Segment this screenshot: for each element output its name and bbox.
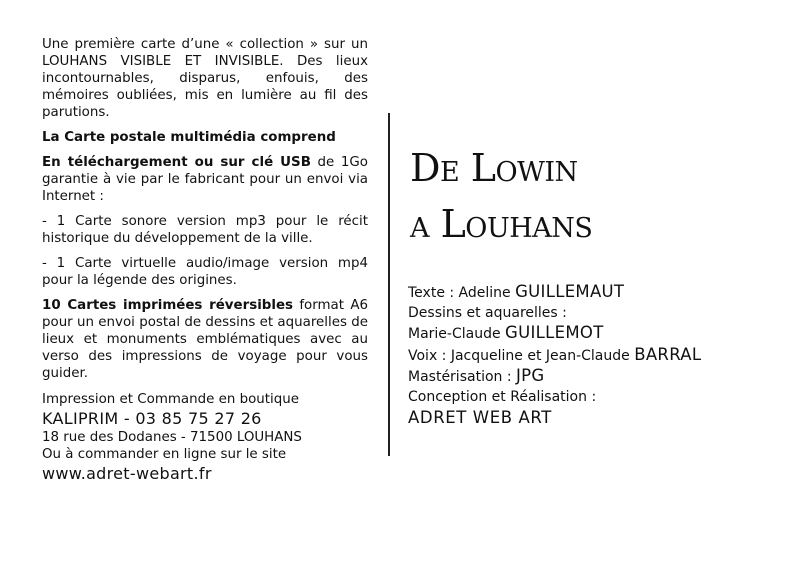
credit-drawings-name: GUILLEMOT: [505, 323, 604, 342]
left-column: [42, 36, 368, 484]
shop-address: 18 rue des Dodanes - 71500 LOUHANS: [42, 430, 302, 445]
download-rest: de 1Go garantie à vie par le fabricant pour un envoi via Internet :: [42, 155, 368, 204]
credit-mastering: [408, 366, 788, 388]
credit-mastering-name: JPG: [516, 366, 545, 385]
printed-rest: format A6 pour un envoi postal de dessins et aquarelles de lieux et monuments emblématiques avec au verso des impressions de voyage pour vous guider.: [42, 298, 368, 381]
list-item-mp3: - 1 Carte sonore version mp3 pour le récit historique du développement de la ville.: [42, 214, 368, 246]
card-title: [410, 140, 592, 252]
credit-voice-name: BARRAL: [634, 344, 702, 364]
shop-name: KALIPRIM - 03 85 75 27 26: [42, 409, 262, 428]
download-bold: En téléchargement ou sur clé USB: [42, 155, 311, 170]
credit-drawings: [408, 323, 788, 345]
online-line: Ou à commander en ligne sur le site: [42, 447, 287, 462]
title-line-1: De Lowin: [410, 146, 578, 190]
download-paragraph: [42, 154, 368, 205]
credit-design-name: ADRET WEB ART: [408, 408, 552, 427]
credit-mastering-label: Mastérisation :: [408, 369, 517, 385]
credit-text-name: GUILLEMAUT: [515, 282, 625, 301]
vertical-divider: [388, 113, 390, 456]
credit-voice-label: Voix : Jacqueline et Jean-Claude: [408, 347, 635, 364]
credit-drawings-label: Dessins et aquarelles :: [408, 304, 567, 321]
credit-text: [408, 282, 788, 304]
printed-paragraph: [42, 297, 368, 382]
section-heading: La Carte postale multimédia comprend: [42, 130, 336, 145]
credit-design: [408, 408, 788, 428]
credit-text-label: Texte : Adeline: [408, 285, 516, 301]
printed-bold: 10 Cartes imprimées réversibles: [42, 298, 294, 313]
credit-design-label: Conception et Réalisation :: [408, 388, 597, 405]
title-line-2: a Louhans: [410, 202, 593, 246]
credit-voice: [408, 345, 788, 367]
shop-line: Impression et Commande en boutique: [42, 392, 299, 407]
intro-paragraph: Une première carte d’une « collection » sur un LOUHANS VISIBLE ET INVISIBLE. Des lieux incontournables, disparus, enfouis, des mémoires oubliées, mis en lumière au fil des parutions.: [42, 37, 368, 120]
credits-block: [408, 282, 788, 428]
list-item-mp4: - 1 Carte virtuelle audio/image version mp4 pour la légende des origines.: [42, 256, 368, 288]
credit-drawings-first: Marie-Claude: [408, 326, 506, 342]
website-link[interactable]: www.adret-webart.fr: [42, 464, 212, 483]
